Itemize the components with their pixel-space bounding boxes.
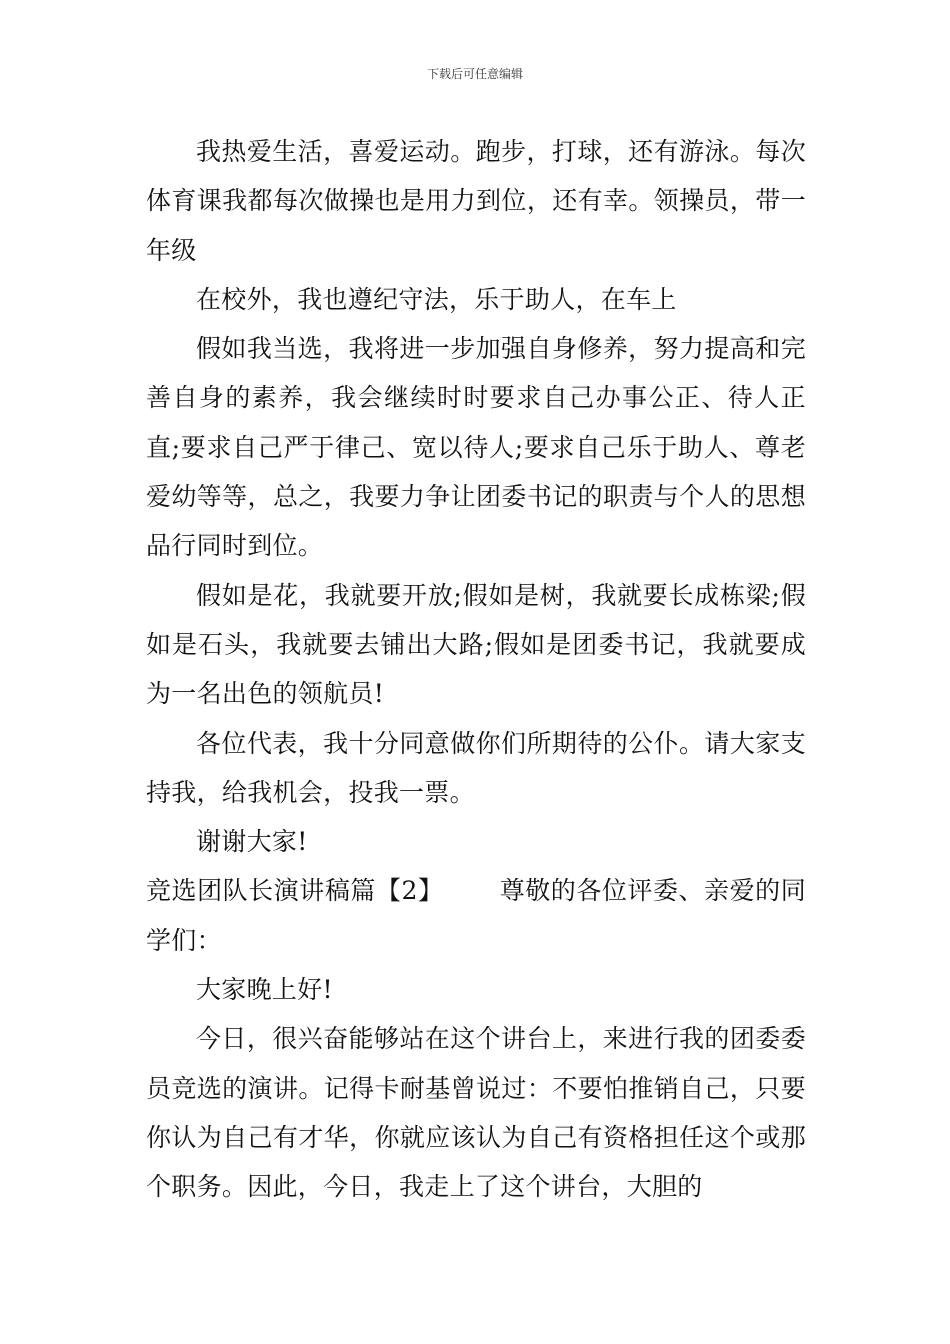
paragraph-thanks: 谢谢大家! [196, 827, 308, 857]
section-heading-line [146, 866, 806, 965]
paragraph-appeal: 各位代表，我十分同意做你们所期待的公仆。请大家支持我，给我机会，投我一票。 [146, 728, 806, 807]
paragraph-hobbies: 我热爱生活，喜爱运动。跑步，打球，还有游泳。每次体育课我都每次做操也是用力到位，还有幸。领操员，带一年级 [146, 137, 806, 265]
page-header-note: 下载后可任意编辑 [426, 67, 523, 81]
paragraph-if-elected: 假如我当选，我将进一步加强自身修养，努力提高和完善自身的素养，我会继续时时要求自己办事公正、待人正直;要求自己严于律己、宽以待人;要求自己乐于助人、尊老爱幼等等，总之，我要力争让团委书记的职责与个人的思想品行同时到位。 [146, 334, 806, 561]
paragraph-greeting: 大家晚上好! [196, 975, 333, 1005]
paragraph-outside-school: 在校外，我也遵纪守法，乐于助人，在车上 [196, 284, 677, 314]
section-title: 竞选团队长演讲稿篇【2】 [146, 876, 444, 906]
section-salutation: 尊敬的各位评委、亲爱的同学们： [146, 876, 806, 955]
paragraph-opening: 今日，很兴奋能够站在这个讲台上，来进行我的团委委员竞选的演讲。记得卡耐基曾说过：不要怕推销自己，只要你认为自己有才华，你就应该认为自己有资格担任这个或那个职务。因此，今日，我走上了这个讲台，大胆的 [146, 1024, 806, 1202]
paragraph-metaphor: 假如是花，我就要开放;假如是树，我就要长成栋梁;假如是石头，我就要去铺出大路;假如是团委书记，我就要成为一名出色的领航员! [146, 580, 806, 709]
document-body [146, 127, 806, 1212]
